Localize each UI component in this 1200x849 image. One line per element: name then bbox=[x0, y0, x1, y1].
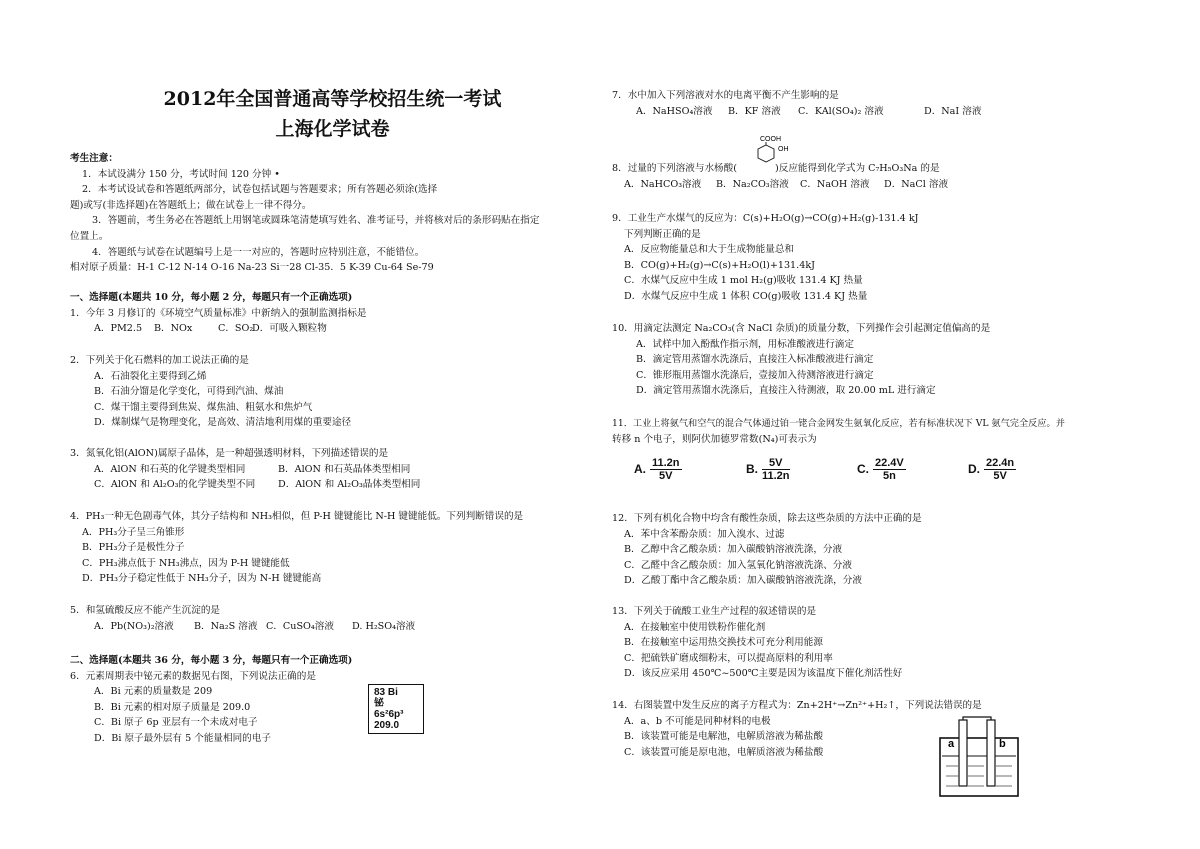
bi-symbol: 83 Bi bbox=[374, 687, 398, 698]
numerator: 22.4n bbox=[986, 457, 1015, 469]
option-label: B. bbox=[746, 461, 758, 476]
notice-line: 位置上。 bbox=[70, 230, 109, 242]
notice-line: 4．答题纸与试卷在试题编号上是一一对应的，答题时应特别注意，不能错位。 bbox=[92, 246, 425, 258]
bi-name: 铋 bbox=[374, 698, 384, 709]
notice-heading: 考生注意： bbox=[70, 153, 118, 164]
option: A．PM2.5 bbox=[94, 323, 143, 335]
fraction bbox=[984, 457, 1016, 482]
option-c bbox=[857, 457, 906, 482]
question-3-stem: 3．氮氧化铝(AlON)属原子晶体，是一种超强透明材料，下列描述错误的是 bbox=[70, 448, 389, 459]
numerator: 11.2n bbox=[652, 457, 680, 469]
option: A．石油裂化主要得到乙烯 bbox=[94, 370, 207, 382]
question-13 bbox=[612, 604, 1137, 682]
question-7-stem: 7．水中加入下列溶液对水的电离平衡不产生影响的是 bbox=[612, 90, 839, 101]
question-4 bbox=[70, 509, 595, 587]
question-12-stem: 12．下列有机化合物中均含有酸性杂质，除去这些杂质的方法中正确的是 bbox=[612, 513, 922, 524]
q8-stem-b: )反应能得到化学式为 C₇H₅O₃Na 的是 bbox=[774, 163, 940, 174]
option: C．锥形瓶用蒸馏水洗涤后，壹接加入待测溶液进行滴定 bbox=[636, 369, 874, 381]
electrode-a-label: a bbox=[948, 738, 955, 750]
question-4-stem: 4．PH₃一种无色剧毒气体，其分子结构和 NH₃相似，但 P-H 键键能比 N-H 键键能低。下列判断错误的是 bbox=[70, 511, 524, 522]
denominator: 5V bbox=[659, 470, 673, 482]
oh-label: OH bbox=[778, 146, 789, 153]
exam-title: 2012年全国普通高等学校招生统一考试 bbox=[163, 88, 502, 110]
question-11-stem: 11．工业上将氨气和空气的混合气体通过铂一铑合金网发生氨氧化反应，若有标准状况下 VL 氨气完全反应。并 bbox=[612, 418, 1065, 429]
option: A．PH₃分子呈三角锥形 bbox=[82, 526, 185, 538]
question-11 bbox=[612, 416, 1137, 447]
bi-mass: 209.0 bbox=[374, 720, 400, 731]
option: D. H₂SO₄溶液 bbox=[352, 620, 416, 632]
option: A．NaHSO₄溶液 bbox=[636, 105, 713, 117]
option: B．KF 溶液 bbox=[728, 105, 781, 117]
electrode-b-label: b bbox=[999, 738, 1006, 750]
question-9 bbox=[612, 211, 1137, 305]
option-d bbox=[968, 457, 1016, 482]
section-heading: 二、选择题(本题共 36 分，每小题 3 分，每题只有一个正确选项) bbox=[70, 655, 353, 666]
q8-stem-a: 8．过量的下列溶液与水杨酸( bbox=[612, 163, 737, 174]
question-7 bbox=[612, 88, 1137, 119]
section-heading: 一、选择题(本题共 10 分，每小题 2 分，每题只有一个正确选项) bbox=[70, 292, 353, 303]
notice-line: 相对原子质量：H-1 C-12 N-14 O-16 Na-23 Si一28 Cl-35．5 K-39 Cu-64 Se-79 bbox=[70, 262, 434, 274]
option: A．试样中加入酚酞作指示剂，用标准酸液进行滴定 bbox=[636, 338, 854, 350]
question-3 bbox=[70, 446, 595, 493]
exam-subtitle: 上海化学试卷 bbox=[275, 118, 390, 140]
question-5 bbox=[70, 603, 595, 634]
option: A．在接触室中使用铁粉作催化剂 bbox=[624, 621, 766, 633]
question-3-options-cd bbox=[70, 477, 595, 493]
option: B．该装置可能是电解池，电解质溶液为稀盐酸 bbox=[624, 731, 823, 743]
question-10 bbox=[612, 321, 1137, 399]
option-a bbox=[634, 457, 682, 482]
option: D．Bi 原子最外层有 5 个能量相同的电子 bbox=[94, 732, 271, 744]
question-13-stem: 13．下列关于硫酸工业生产过程的叙述错误的是 bbox=[612, 606, 817, 617]
option: D．乙酸丁酯中含乙酸杂质：加入碳酸钠溶液洗涤，分液 bbox=[624, 575, 862, 587]
option: D．可吸入颗粒物 bbox=[252, 323, 327, 335]
option: D．AlON 和 Al₂O₃晶体类型相同 bbox=[278, 479, 421, 491]
option: C．煤干馏主要得到焦炭、煤焦油、粗氨水和焦炉气 bbox=[94, 401, 313, 413]
option: C．NaOH 溶液 bbox=[800, 178, 870, 190]
option: C．AlON 和 Al₂O₃的化学键类型不同 bbox=[94, 479, 256, 491]
option: C．该装置可能是原电池，电解质溶液为稀盐酸 bbox=[624, 746, 824, 758]
option: B．CO(g)+H₂(g)→C(s)+H₂O(l)+131.4kJ bbox=[624, 259, 815, 271]
bismuth-element-box bbox=[368, 684, 424, 734]
option: B．NOx bbox=[154, 323, 193, 335]
option: C．KAl(SO₄)₂ 溶液 bbox=[798, 105, 884, 117]
notice-line: 3．答题前，考生务必在答题纸上用钢笔或圆珠笔清楚填写姓名、准考证号，并将核对后的条形码贴在指定 bbox=[92, 215, 540, 227]
notice-line: 题)或写(非选择题)在答题纸上；做在试卷上一律不得分。 bbox=[70, 199, 312, 211]
option: A．Bi 元素的质量数是 209 bbox=[94, 686, 213, 698]
option: C．水煤气反应中生成 1 mol H₂(g)吸收 131.4 KJ 热量 bbox=[624, 275, 863, 287]
cooh-label: COOH bbox=[760, 136, 781, 143]
question-7-options bbox=[612, 104, 1137, 120]
option-label: A. bbox=[634, 461, 646, 476]
option: A．a、b 不可能是同种材料的电极 bbox=[624, 715, 771, 727]
option: D．滴定管用蒸馏水洗涤后，直接注入待测液，取 20.00 mL 进行滴定 bbox=[636, 385, 936, 397]
question-14 bbox=[612, 698, 1137, 760]
option-label: C. bbox=[857, 461, 869, 476]
option-label: D. bbox=[968, 461, 980, 476]
option: C．CuSO₄溶液 bbox=[266, 620, 334, 632]
question-5-options bbox=[70, 619, 595, 635]
question-8-stem bbox=[612, 161, 1137, 177]
numerator: 22.4V bbox=[875, 457, 904, 469]
fraction bbox=[873, 457, 906, 482]
electrolysis-apparatus-icon bbox=[934, 716, 1024, 800]
question-11-options bbox=[612, 457, 1137, 489]
question-5-stem: 5．和氢硫酸反应不能产生沉淀的是 bbox=[70, 605, 221, 616]
question-10-stem: 10．用滴定法测定 Na₂CO₃(含 NaCl 杂质)的质量分数，下列操作会引起测定值偏高的是 bbox=[612, 323, 991, 334]
benzene-ring-icon bbox=[752, 133, 812, 163]
option: B．Bi 元素的相对原子质量是 209.0 bbox=[94, 701, 251, 713]
option: D．该反应采用 450℃~500℃主要是因为该温度下催化剂活性好 bbox=[624, 668, 903, 680]
question-3-options-ab bbox=[70, 462, 595, 478]
option: B．石油分馏是化学变化，可得到汽油、煤油 bbox=[94, 386, 284, 398]
numerator: 5V bbox=[762, 457, 790, 470]
question-9-sub: 下列判断正确的是 bbox=[624, 228, 701, 240]
option-b bbox=[746, 457, 790, 482]
option: D．煤制煤气是物理变化，是高效、清洁地利用煤的重要途径 bbox=[94, 417, 352, 429]
denominator: 5V bbox=[993, 470, 1007, 482]
question-11-stem-2: 转移 n 个电子，则阿伏加德罗常数(N₄)可表示为 bbox=[612, 433, 817, 445]
option: D．NaCl 溶液 bbox=[884, 178, 949, 190]
section-2 bbox=[70, 653, 595, 747]
notice-line: 2．本考试设试卷和答题纸两部分，试卷包括试题与答题要求；所有答题必须涂(选择 bbox=[82, 184, 438, 196]
question-12 bbox=[612, 511, 1137, 589]
option: D．NaI 溶液 bbox=[924, 105, 982, 117]
question-14-stem: 14．右图装置中发生反应的离子方程式为：Zn+2H⁺→Zn²⁺+H₂↑，下列说法错误的是 bbox=[612, 700, 982, 711]
question-6-stem: 6．元素周期表中铋元素的数据见右图，下列说法正确的是 bbox=[70, 670, 316, 682]
option: C．PH₃沸点低于 NH₃沸点，因为 P-H 键键能低 bbox=[82, 557, 290, 569]
option: B．Na₂CO₃溶液 bbox=[716, 178, 789, 190]
option: C．Bi 原子 6p 亚层有一个未成对电子 bbox=[94, 717, 258, 729]
salicylic-acid-structure bbox=[612, 133, 1137, 161]
option: A．AlON 和石英的化学键类型相同 bbox=[94, 463, 246, 475]
option: C．乙醛中含乙酸杂质：加入氢氧化钠溶液洗涤、分液 bbox=[624, 559, 852, 571]
question-1-stem: 1．今年 3 月修订的《环境空气质量标准》中新纳入的强制监测指标是 bbox=[70, 307, 367, 319]
notice-block bbox=[70, 151, 595, 276]
denominator: 11.2n bbox=[762, 470, 790, 482]
option: B．AlON 和石英晶体类型相同 bbox=[278, 463, 411, 475]
question-8-options bbox=[612, 177, 1137, 193]
question-2 bbox=[70, 353, 595, 431]
fraction bbox=[762, 457, 790, 482]
question-8 bbox=[612, 161, 1137, 192]
denominator: 5n bbox=[882, 470, 896, 482]
option: C．SO₂ bbox=[218, 323, 254, 335]
option: B．PH₃分子是极性分子 bbox=[82, 542, 185, 554]
option: A．反应物能量总和大于生成物能量总和 bbox=[624, 244, 795, 256]
notice-line: 1．本试设满分 150 分，考试时间 120 分钟 • bbox=[82, 168, 280, 180]
option: C．把硫铁矿磨成细粉末，可以提高原料的利用率 bbox=[624, 652, 833, 664]
bi-config: 6s²6p³ bbox=[374, 709, 404, 720]
option: D．PH₃分子稳定性低于 NH₃分子，因为 N-H 键键能高 bbox=[82, 573, 322, 585]
section-1 bbox=[70, 290, 595, 337]
fraction bbox=[650, 457, 682, 482]
option: A．苯中含苯酚杂质：加入溴水、过滤 bbox=[624, 528, 785, 540]
option: A．NaHCO₃溶液 bbox=[624, 178, 702, 190]
option: B．乙醇中含乙酸杂质：加入碳酸钠溶液洗涤，分液 bbox=[624, 544, 843, 556]
option: D．水煤气反应中生成 1 体积 CO(g)吸收 131.4 KJ 热量 bbox=[624, 290, 868, 302]
question-1-options bbox=[70, 321, 595, 337]
question-9-stem: 9．工业生产水煤气的反应为：C(s)+H₂O(g)→CO(g)+H₂(g)-131.4 kJ bbox=[612, 213, 919, 224]
option: B．Na₂S 溶液 bbox=[194, 620, 258, 632]
question-2-stem: 2．下列关于化石燃料的加工说法正确的是 bbox=[70, 355, 249, 366]
option: A．Pb(NO₃)₂溶液 bbox=[94, 620, 174, 632]
option: B．滴定管用蒸馏水洗涤后，直接注入标准酸液进行滴定 bbox=[636, 354, 874, 366]
option: B．在接触室中运用热交换技术可充分利用能源 bbox=[624, 637, 823, 649]
